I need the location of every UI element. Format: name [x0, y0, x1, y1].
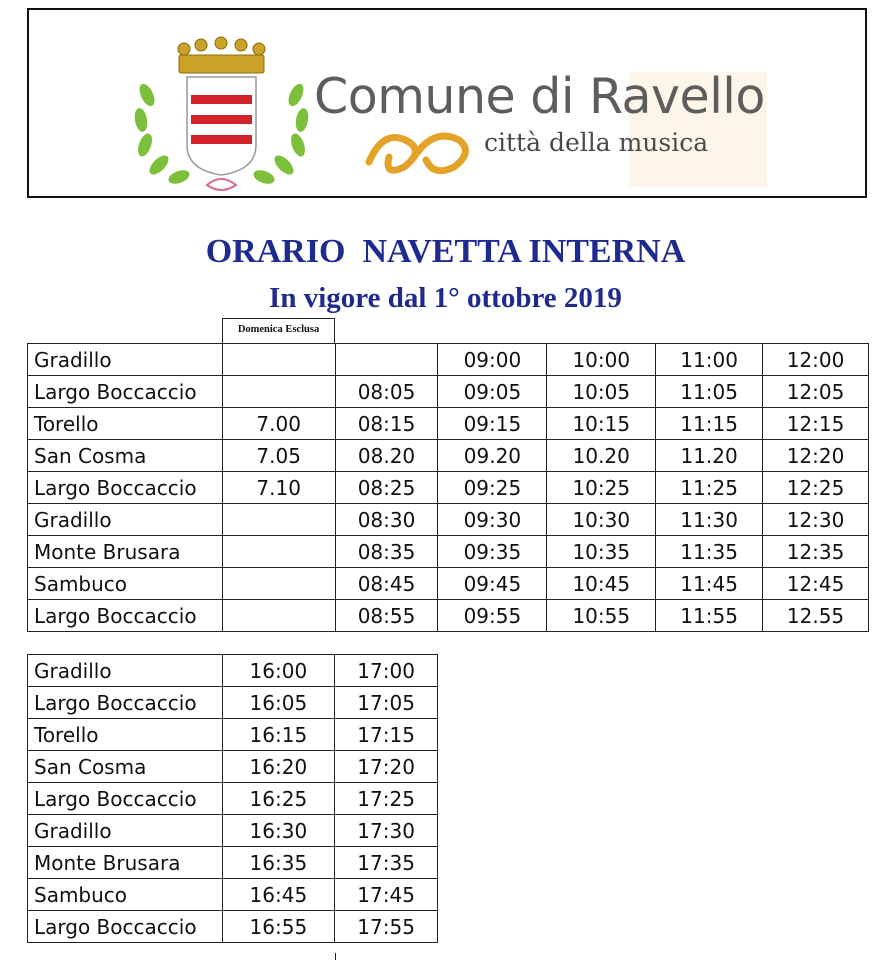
time-cell: 10:35: [547, 536, 656, 568]
time-cell: 12.55: [763, 600, 869, 632]
time-cell: 08:25: [335, 472, 438, 504]
table-row: [28, 783, 438, 815]
time-cell: 12:05: [763, 376, 869, 408]
morning-schedule-table: [27, 343, 869, 632]
time-cell: 08:35: [335, 536, 438, 568]
time-cell: 11:55: [656, 600, 763, 632]
stop-name-cell: Largo Boccaccio: [28, 783, 223, 815]
time-cell: 17:45: [335, 879, 438, 911]
time-cell: 16:30: [222, 815, 335, 847]
time-cell: 08:30: [335, 504, 438, 536]
stop-name-cell: Gradillo: [28, 655, 223, 687]
time-cell: [335, 344, 438, 376]
page-subtitle: In vigore dal 1° ottobre 2019: [269, 282, 622, 314]
stop-name-cell: Torello: [28, 408, 223, 440]
time-cell: 16:05: [222, 687, 335, 719]
stop-name-cell: Monte Brusara: [28, 536, 223, 568]
table-row: [28, 751, 438, 783]
afternoon-schedule-table: [27, 654, 438, 943]
time-cell: 16:55: [222, 911, 335, 943]
time-cell: 08:05: [335, 376, 438, 408]
stop-name-cell: Sambuco: [28, 879, 223, 911]
table-row: [28, 344, 869, 376]
stop-name-cell: Monte Brusara: [28, 847, 223, 879]
stop-name-cell: Gradillo: [28, 815, 223, 847]
time-cell: 10:15: [547, 408, 656, 440]
ravello-music-mark-icon: [364, 122, 474, 177]
coat-of-arms-icon: [129, 35, 314, 195]
time-cell: 16:15: [222, 719, 335, 751]
table-row: [28, 719, 438, 751]
time-cell: 09:05: [438, 376, 547, 408]
time-cell: 12:15: [763, 408, 869, 440]
time-cell: 17:15: [335, 719, 438, 751]
time-cell: 10.20: [547, 440, 656, 472]
table-row: [28, 911, 438, 943]
time-cell: 17:25: [335, 783, 438, 815]
time-cell: 16:20: [222, 751, 335, 783]
time-cell: 08:55: [335, 600, 438, 632]
time-cell: 12:45: [763, 568, 869, 600]
time-cell: 12:30: [763, 504, 869, 536]
header-logo-box: [27, 8, 867, 198]
time-cell: 10:00: [547, 344, 656, 376]
time-cell: 11:00: [656, 344, 763, 376]
time-cell: 12:20: [763, 440, 869, 472]
table-border-stub: [335, 953, 336, 960]
time-cell: 16:35: [222, 847, 335, 879]
table-row: [28, 600, 869, 632]
stop-name-cell: San Cosma: [28, 440, 223, 472]
time-cell: 12:00: [763, 344, 869, 376]
time-cell: 11.20: [656, 440, 763, 472]
time-cell: 08:45: [335, 568, 438, 600]
table-row: [28, 504, 869, 536]
time-cell: 17:05: [335, 687, 438, 719]
time-cell: 09:35: [438, 536, 547, 568]
stop-name-cell: Largo Boccaccio: [28, 911, 223, 943]
time-cell: 11:30: [656, 504, 763, 536]
logo-subtitle: città della musica: [484, 128, 709, 157]
time-cell: 08.20: [335, 440, 438, 472]
stop-name-cell: Gradillo: [28, 344, 223, 376]
table-row: [28, 440, 869, 472]
table-row: [28, 815, 438, 847]
table-row: [28, 847, 438, 879]
stop-name-cell: Largo Boccaccio: [28, 687, 223, 719]
time-cell: 09:25: [438, 472, 547, 504]
time-cell: 10:45: [547, 568, 656, 600]
time-cell: 12:25: [763, 472, 869, 504]
table-row: [28, 655, 438, 687]
time-cell: 7.10: [222, 472, 335, 504]
table-row: [28, 472, 869, 504]
time-cell: [222, 600, 335, 632]
table-row: [28, 568, 869, 600]
stop-name-cell: Largo Boccaccio: [28, 376, 223, 408]
time-cell: 7.00: [222, 408, 335, 440]
time-cell: 08:15: [335, 408, 438, 440]
stop-name-cell: Sambuco: [28, 568, 223, 600]
sunday-excluded-note: Domenica Esclusa: [222, 318, 335, 343]
time-cell: 11:25: [656, 472, 763, 504]
time-cell: 17:35: [335, 847, 438, 879]
time-cell: 11:45: [656, 568, 763, 600]
time-cell: 10:55: [547, 600, 656, 632]
time-cell: 7.05: [222, 440, 335, 472]
stop-name-cell: Largo Boccaccio: [28, 600, 223, 632]
time-cell: [222, 376, 335, 408]
time-cell: 09:45: [438, 568, 547, 600]
table-row: [28, 536, 869, 568]
time-cell: 16:45: [222, 879, 335, 911]
time-cell: 17:00: [335, 655, 438, 687]
time-cell: [222, 344, 335, 376]
time-cell: 09:30: [438, 504, 547, 536]
table-row: [28, 376, 869, 408]
time-cell: 10:30: [547, 504, 656, 536]
time-cell: 11:05: [656, 376, 763, 408]
time-cell: 11:15: [656, 408, 763, 440]
logo-title: Comune di Ravello: [314, 68, 765, 125]
time-cell: 17:20: [335, 751, 438, 783]
time-cell: 16:25: [222, 783, 335, 815]
time-cell: 11:35: [656, 536, 763, 568]
time-cell: 09:15: [438, 408, 547, 440]
time-cell: 09.20: [438, 440, 547, 472]
time-cell: [222, 504, 335, 536]
time-cell: 16:00: [222, 655, 335, 687]
time-cell: [222, 568, 335, 600]
time-cell: 10:25: [547, 472, 656, 504]
time-cell: 10:05: [547, 376, 656, 408]
stop-name-cell: San Cosma: [28, 751, 223, 783]
time-cell: [222, 536, 335, 568]
time-cell: 12:35: [763, 536, 869, 568]
table-row: [28, 408, 869, 440]
stop-name-cell: Torello: [28, 719, 223, 751]
table-row: [28, 687, 438, 719]
stop-name-cell: Largo Boccaccio: [28, 472, 223, 504]
time-cell: 17:30: [335, 815, 438, 847]
page-title: ORARIO NAVETTA INTERNA: [205, 233, 686, 270]
stop-name-cell: Gradillo: [28, 504, 223, 536]
time-cell: 09:00: [438, 344, 547, 376]
time-cell: 17:55: [335, 911, 438, 943]
table-row: [28, 879, 438, 911]
time-cell: 09:55: [438, 600, 547, 632]
